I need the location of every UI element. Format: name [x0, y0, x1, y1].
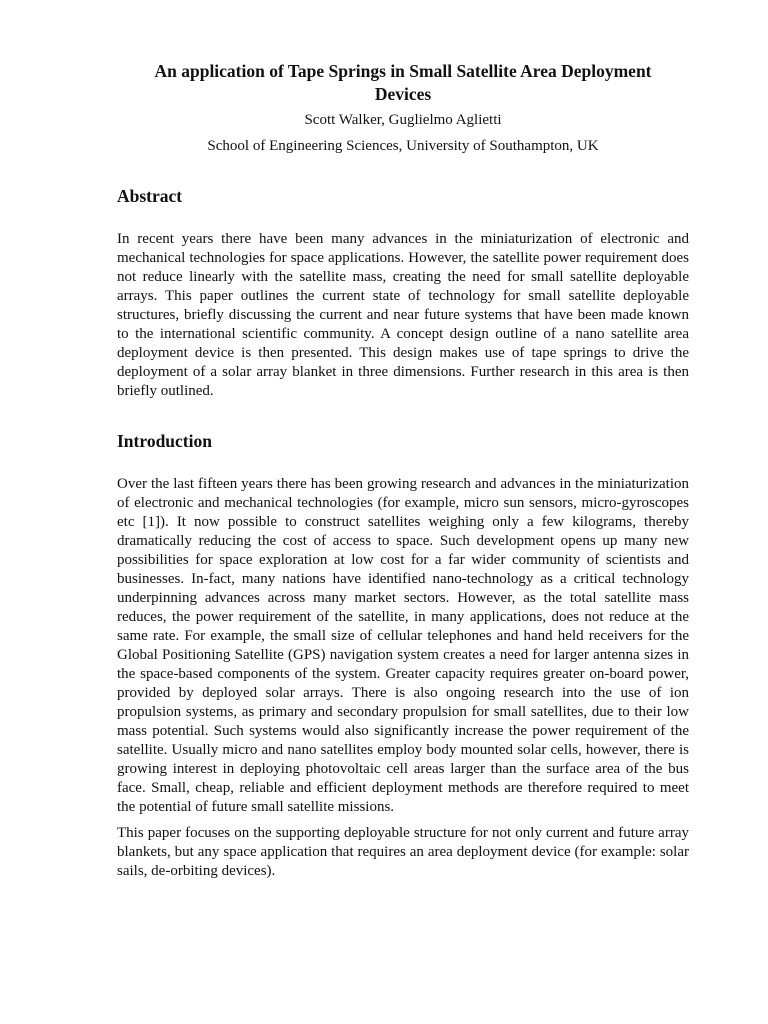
- paper-affiliation: School of Engineering Sciences, University of Southampton, UK: [207, 138, 599, 154]
- introduction-paragraph-1: Over the last fifteen years there has been growing research and advances in the miniaturization of electronic and mechanical technologies (for example, micro sun sensors, micro-gyroscopes etc [1]). It now possible to construct satellites weighing only a few kilograms, thereby dramatically reducing the cost of access to space. Such development opens up many new possibilities for space exploration at low cost for a far wider community of scientists and businesses. In-fact, many nations have identified nano-technology as a critical technology underpinning advances across many market sectors. However, as the total satellite mass reduces, the power requirement of the satellite, in many applications, does not reduce at the same rate. For example, the small size of cellular telephones and hand held receivers for the Global Positioning Satellite (GPS) navigation system creates a need for larger antenna sizes in the space-based components of the system. Greater capacity requires greater on-board power, provided by deployed solar arrays. There is also ongoing research into the use of ion propulsion systems, as primary and secondary propulsion for small satellites, due to their low mass potential. Such systems would also significantly increase the power requirement of the satellite. Usually micro and nano satellites employ body mounted solar cells, however, there is growing interest in deploying photovoltaic cell areas larger than the surface area of the bus face. Small, cheap, reliable and efficient deployment methods are therefore required to meet the potential of future small satellite missions.: [117, 476, 689, 815]
- paper-authors: Scott Walker, Guglielmo Aglietti: [304, 112, 502, 128]
- introduction-heading: Introduction: [117, 431, 212, 451]
- abstract-heading: Abstract: [117, 186, 183, 206]
- paper-page: [117, 60, 689, 881]
- introduction-paragraph-2: This paper focuses on the supporting deployable structure for not only current and future array blankets, but any space application that requires an area deployment device (for example: solar sails, de-orbiting devices).: [117, 825, 689, 879]
- paper-title: An application of Tape Springs in Small Satellite Area Deployment Devices: [154, 61, 652, 104]
- abstract-text: In recent years there have been many advances in the miniaturization of electronic and mechanical technologies for space applications. However, the satellite power requirement does not reduce linearly with the satellite mass, creating the need for small satellite deployable arrays. This paper outlines the current state of technology for small satellite deployable structures, briefly discussing the current and near future systems that have been made known to the international scientific community. A concept design outline of a nano satellite area deployment device is then presented. This design makes use of tape springs to drive the deployment of a solar array blanket in three dimensions. Further research in this area is then briefly outlined.: [117, 231, 689, 399]
